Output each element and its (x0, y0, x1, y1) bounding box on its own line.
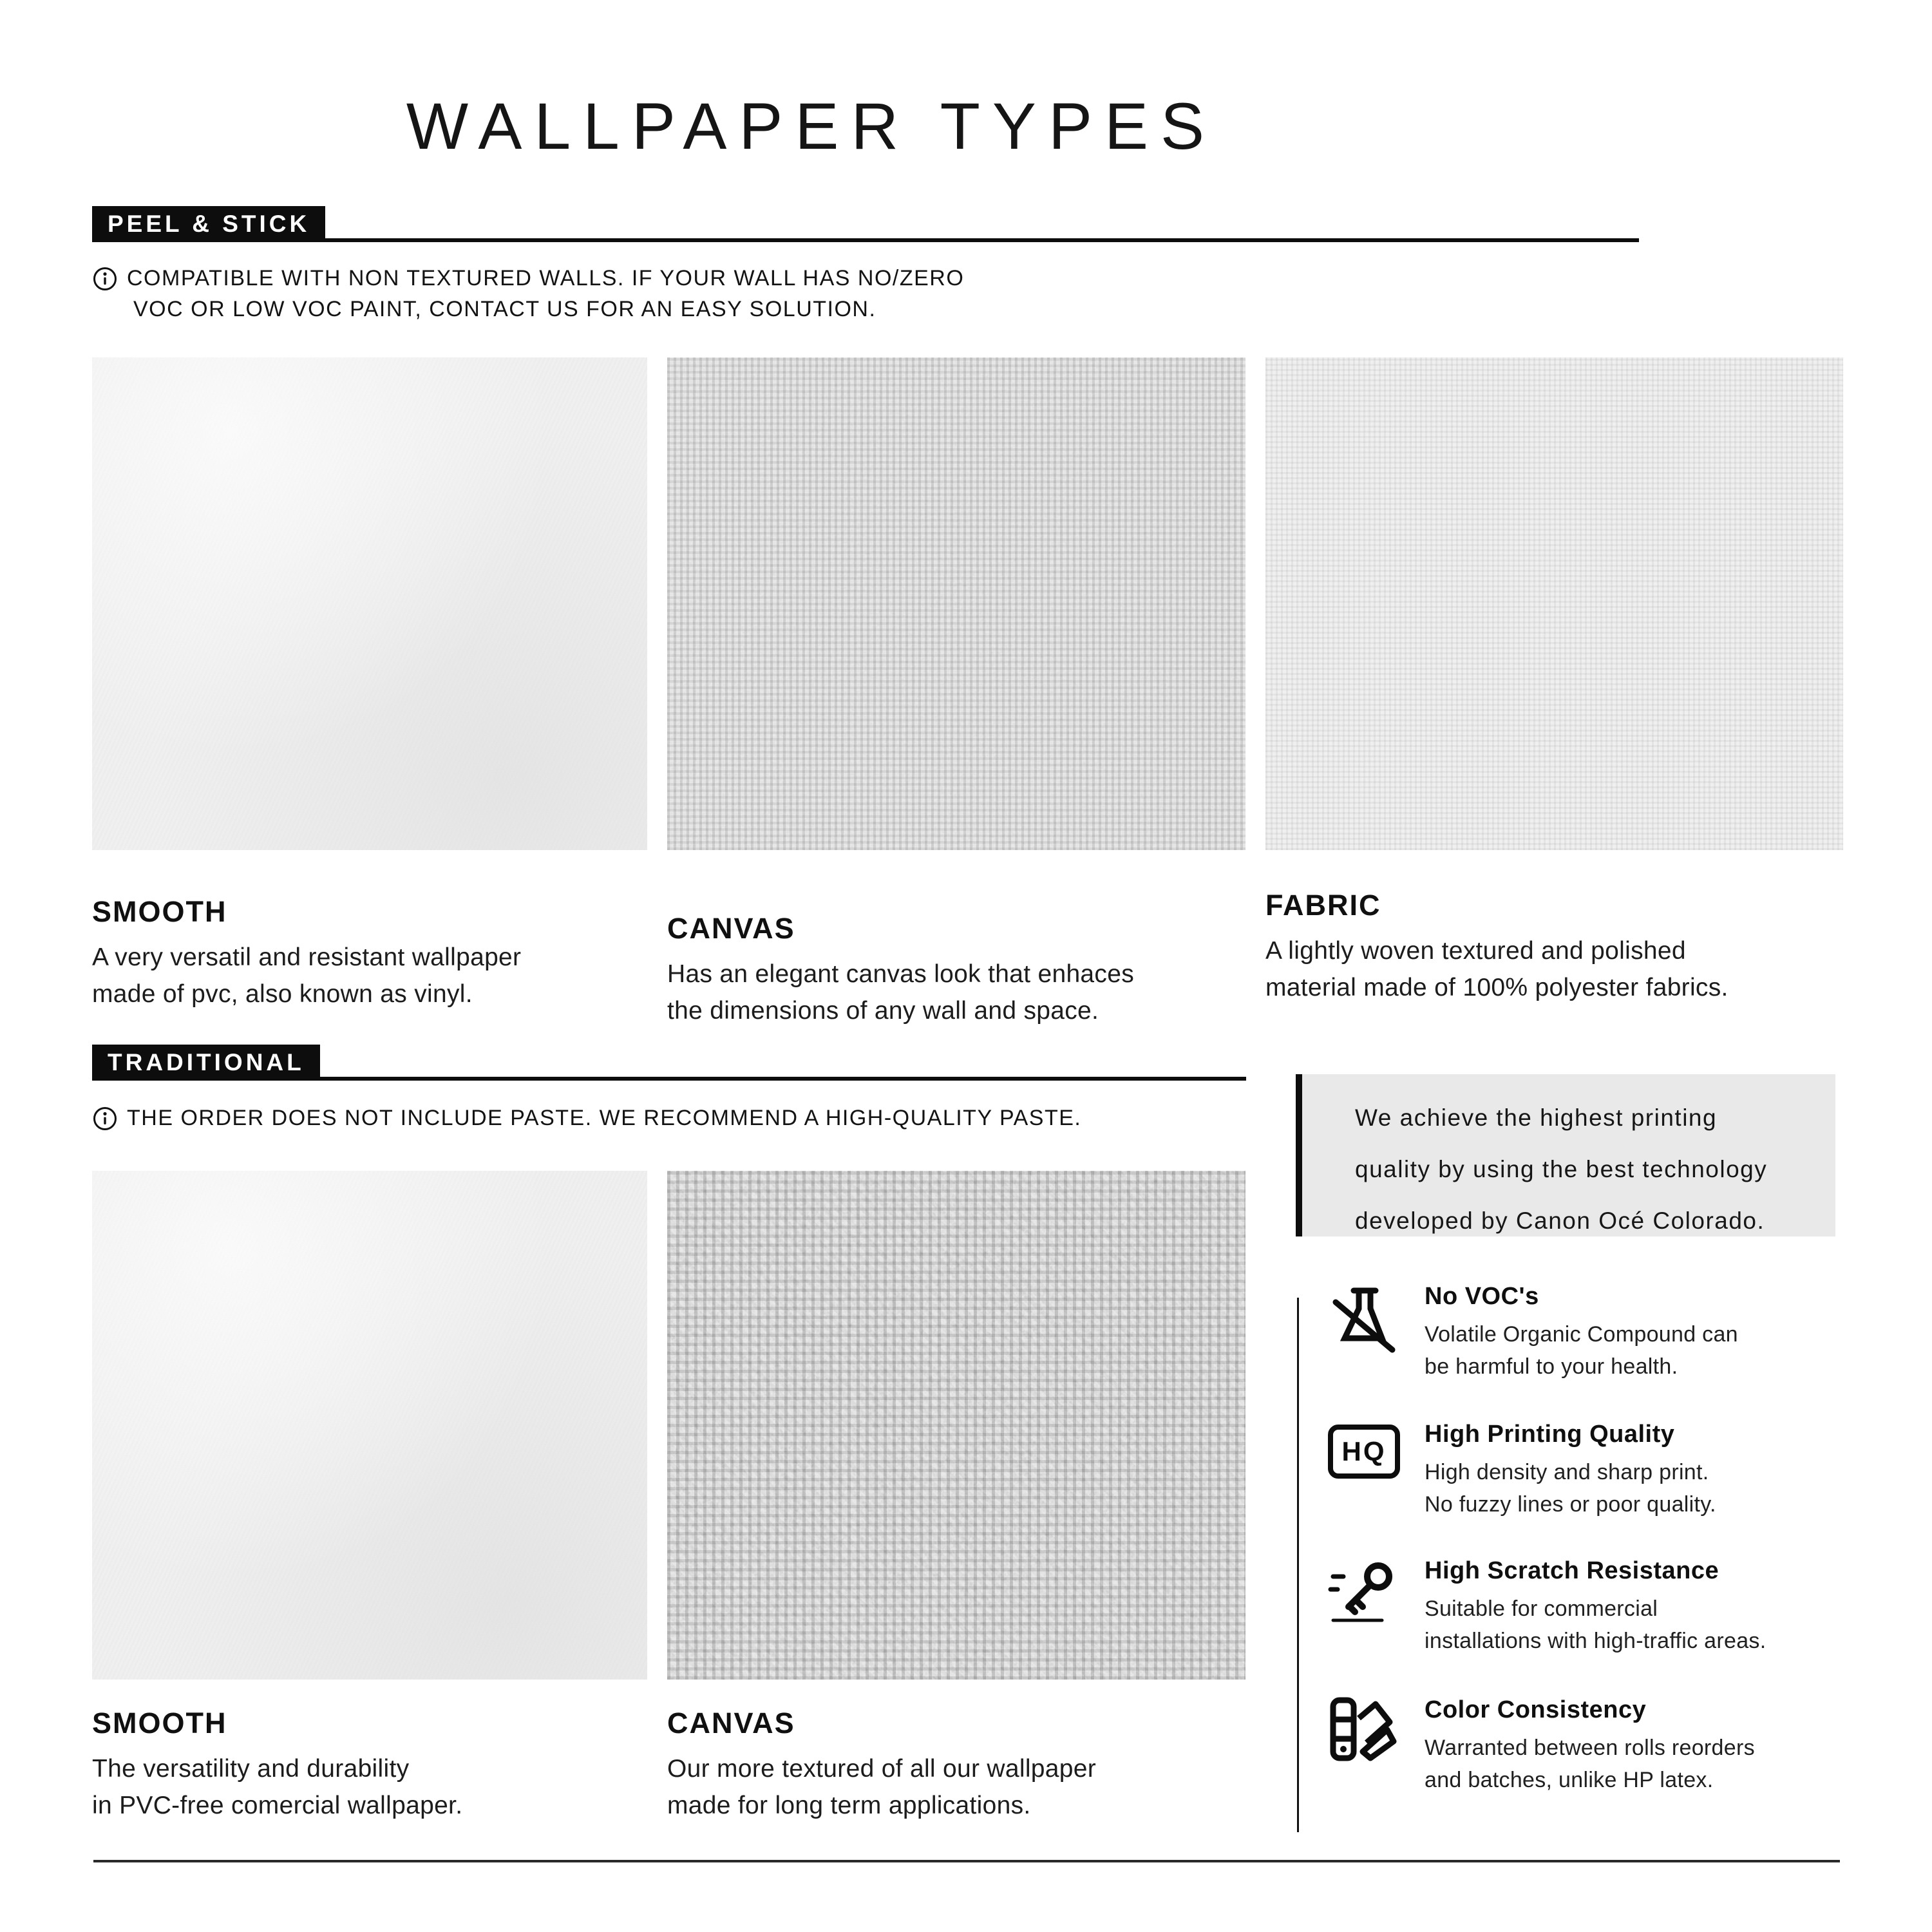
feature-title: No VOC's (1425, 1283, 1539, 1310)
swatch-description: Our more textured of all our wallpaper made for long term applications. (667, 1755, 1097, 1819)
swatch-description: Has an elegant canvas look that enhaces the dimensions of any wall and space. (667, 960, 1135, 1025)
smooth-texture-sample (92, 1171, 647, 1680)
info-icon (92, 1106, 118, 1132)
info-icon (92, 266, 118, 292)
feature-title: High Scratch Resistance (1425, 1557, 1719, 1584)
swatch-label: CANVAS (667, 1707, 795, 1739)
swatch-description: A lightly woven textured and polished material made of 100% polyester fabrics. (1265, 937, 1728, 1001)
peel-note-line1: COMPATIBLE WITH NON TEXTURED WALLS. IF YOUR WALL HAS NO/ZERO (127, 266, 965, 290)
page-title: WALLPAPER TYPES (406, 90, 1217, 163)
swatch-description: The versatility and durability in PVC-free comercial wallpaper. (92, 1755, 463, 1819)
fabric-texture-sample (1265, 357, 1843, 850)
quote-accent-bar (1296, 1074, 1302, 1236)
feature-color-consistency (1328, 1696, 1895, 1796)
peel-stick-note (92, 263, 964, 325)
no-voc-flask-icon (1328, 1283, 1400, 1383)
swatch-description: A very versatil and resistant wallpaper made of pvc, also known as vinyl. (92, 943, 522, 1008)
section-tag-traditional: TRADITIONAL (92, 1045, 320, 1081)
traditional-smooth-cell (92, 1171, 647, 1824)
peel-canvas-cell (667, 357, 1245, 1029)
swatch-label: SMOOTH (92, 895, 227, 928)
feature-high-printing-quality (1328, 1421, 1895, 1520)
traditional-note (92, 1103, 1081, 1133)
peel-smooth-cell (92, 357, 647, 1029)
feature-title: High Printing Quality (1425, 1421, 1675, 1448)
smooth-texture-sample (92, 357, 647, 850)
feature-description: Suitable for commercial installations with high-traffic areas. (1425, 1596, 1766, 1653)
key-scratch-icon (1328, 1557, 1400, 1657)
bottom-divider (93, 1860, 1840, 1862)
sidebar-vertical-rule (1297, 1298, 1299, 1832)
section-tag-peel-stick: PEEL & STICK (92, 206, 325, 242)
feature-title: Color Consistency (1425, 1696, 1647, 1723)
rough-canvas-texture-sample (667, 1171, 1245, 1680)
peel-note-line2: VOC OR LOW VOC PAINT, CONTACT US FOR AN EASY SOLUTION. (133, 297, 876, 321)
color-swatches-icon (1328, 1696, 1400, 1796)
quote-line1: We achieve the highest printing (1355, 1104, 1718, 1131)
traditional-swatch-row (92, 1171, 1245, 1824)
feature-no-voc (1328, 1283, 1895, 1383)
feature-description: Warranted between rolls reorders and batches, unlike HP latex. (1425, 1736, 1755, 1792)
hq-badge-text: HQ (1328, 1425, 1400, 1479)
traditional-note-line: THE ORDER DOES NOT INCLUDE PASTE. WE RECOMMEND A HIGH-QUALITY PASTE. (127, 1106, 1082, 1130)
swatch-label: SMOOTH (92, 1707, 227, 1739)
canvas-texture-sample (667, 357, 1245, 850)
printing-quality-quote (1302, 1074, 1835, 1236)
swatch-label: FABRIC (1265, 889, 1381, 922)
feature-description: High density and sharp print. No fuzzy lines or poor quality. (1425, 1460, 1716, 1517)
peel-fabric-cell (1265, 357, 1843, 1029)
feature-high-scratch-resistance (1328, 1557, 1895, 1657)
quote-line3: developed by Canon Océ Colorado. (1355, 1208, 1765, 1234)
quote-line2: quality by using the best technology (1355, 1156, 1768, 1182)
peel-stick-swatch-row (92, 357, 1843, 1029)
hq-badge-icon (1328, 1421, 1400, 1520)
swatch-label: CANVAS (667, 912, 795, 945)
traditional-canvas-cell (667, 1171, 1245, 1824)
feature-description: Volatile Organic Compound can be harmful to your health. (1425, 1322, 1738, 1379)
